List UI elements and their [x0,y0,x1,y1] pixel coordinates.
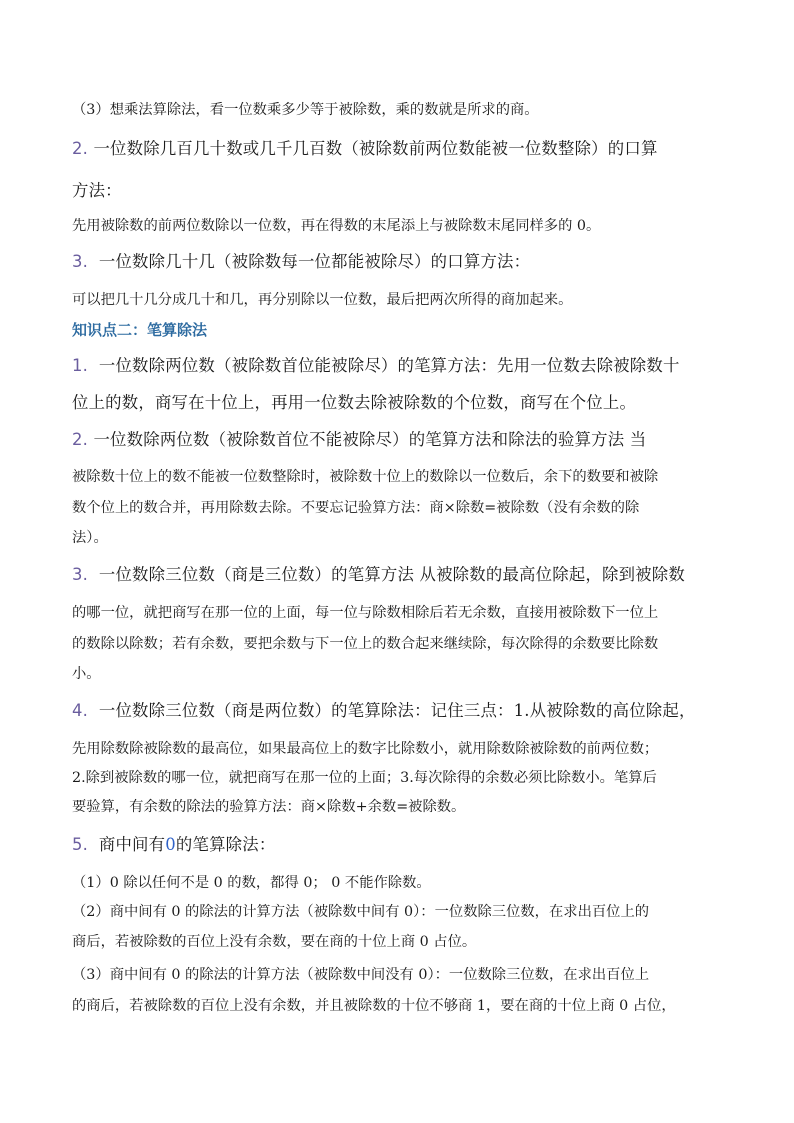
text-line [72,797,724,817]
numbered-item [72,355,724,377]
section-heading [72,320,724,340]
line-text: 商后，若被除数的百位上没有余数，要在商的十位上商 0 占位。 [72,934,477,950]
line-text: 一位数除三位数（商是三位数）的笔算方法 从被除数的最高位除起，除到被除数 [98,565,685,584]
text-line [72,768,724,788]
line-text: 位上的数，商写在十位上，再用一位数去除被除数的个位数，商写在个位上。 [72,393,637,412]
text-line [72,873,724,893]
text-line [72,739,724,759]
line-text: 的笔算除法： [175,835,276,854]
text-line [72,216,724,236]
heading-text: 知识点二：笔算除法 [72,321,208,339]
text-line [72,528,724,548]
line-text: 可以把几十几分成几十和几，再分别除以一位数，最后把两次所得的商加起来。 [72,292,573,308]
line-text: 被除数十位上的数不能被一位数整除时，被除数十位上的数除以一位数后，余下的数要和被除 [72,469,659,485]
line-text: （3）想乘法算除法，看一位数乘多少等于被除数，乘的数就是所求的商。 [72,102,539,118]
text-line [72,902,724,922]
text-line [72,965,724,985]
item-number: 2. [72,430,89,449]
item-number: 1. [72,356,89,375]
item-number: 5. [72,835,89,854]
line-text: 方法： [72,181,122,200]
line-text: 数个位上的数合并，再用除数去除。不要忘记验算方法：商×除数=被除数（没有余数的除 [72,500,640,516]
line-text: 一位数除三位数（商是两位数）的笔算除法：记住三点：1.从被除数的高位除起， [98,701,696,720]
numbered-item [72,429,724,451]
line-text: 2.除到被除数的哪一位，就把商写在那一位的上面；3.每次除得的余数必须比除数小。笔算后 [72,770,657,786]
line-text: 商中间有 [98,835,166,854]
line-text: （3）商中间有 0 的除法的计算方法（被除数中间没有 0）：一位数除三位数，在求出百位上 [72,967,650,983]
numbered-item [72,564,724,586]
text-line [72,664,724,684]
text-line [72,932,724,952]
text-line [72,603,724,623]
text-line [72,634,724,654]
numbered-item [72,138,724,160]
line-text: 一位数除几十几（被除数每一位都能被除尽）的口算方法： [98,252,531,271]
text-line [72,180,724,202]
numbered-item [72,834,724,856]
numbered-item [72,700,724,722]
numbered-item [72,251,724,273]
text-line [72,392,724,414]
line-text: 一位数除两位数（被除数首位不能被除尽）的笔算方法和除法的验算方法 当 [93,430,647,449]
highlighted-zero: 0 [165,835,176,854]
item-number: 3. [72,252,89,271]
line-text: （1）0 除以任何不是 0 的数，都得 0； 0 不能作除数。 [72,875,431,891]
line-text: 的数除以除数；若有余数，要把余数与下一位上的数合起来继续除，每次除得的余数要比除数 [72,636,659,652]
item-number: 3. [72,565,89,584]
line-text: 要验算，有余数的除法的验算方法：商×除数+余数=被除数。 [72,799,466,815]
text-line [72,290,724,310]
line-text: 先用被除数的前两位数除以一位数，再在得数的末尾添上与被除数末尾同样多的 0。 [72,218,601,234]
line-text: 法）。 [72,530,108,546]
item-number: 4. [72,701,89,720]
line-text: 一位数除两位数（被除数首位能被除尽）的笔算方法：先用一位数去除被除数十 [98,356,680,375]
line-text: 小。 [72,666,101,682]
line-text: 先用除数除被除数的最高位，如果最高位上的数字比除数小，就用除数除被除数的前两位数； [72,741,659,757]
text-line [72,996,724,1016]
item-number: 2. [72,139,89,158]
line-text: （2）商中间有 0 的除法的计算方法（被除数中间有 0）：一位数除三位数，在求出百位上的 [72,904,650,920]
line-text: 的商后，若被除数的百位上没有余数，并且被除数的十位不够商 1，要在商的十位上商 0 占位， [72,998,676,1014]
line-text: 的哪一位，就把商写在那一位的上面，每一位与除数相除后若无余数，直接用被除数下一位上 [72,605,659,621]
line-text: 一位数除几百几十数或几千几百数（被除数前两位数能被一位数整除）的口算 [93,139,658,158]
text-line [72,498,724,518]
text-line [72,100,724,120]
text-line [72,467,724,487]
